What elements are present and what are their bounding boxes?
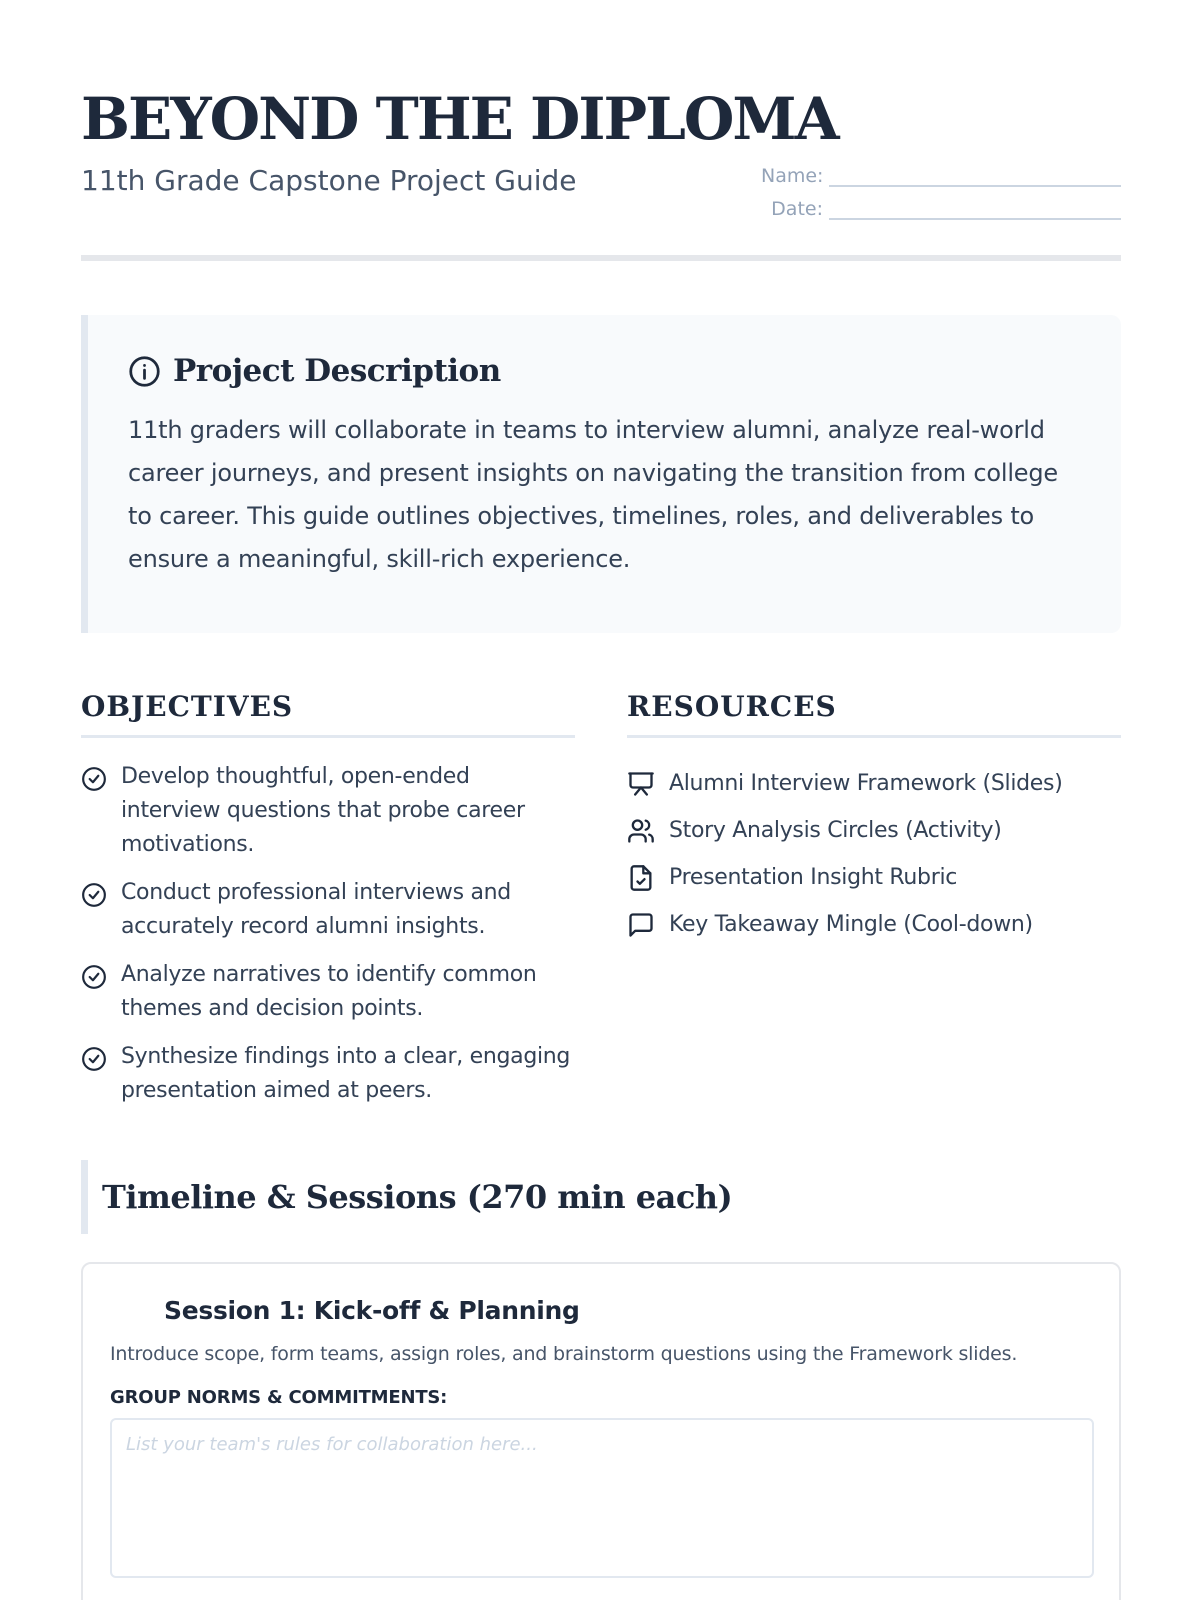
resource-item-takeaway-mingle[interactable]: [627, 901, 1121, 948]
objective-item: [81, 1040, 575, 1108]
session-description: Introduce scope, form teams, assign roles, and brainstorm questions using the Framework slides.: [110, 1343, 1018, 1365]
file-check-icon: [627, 864, 655, 892]
name-line[interactable]: [829, 165, 1121, 187]
resource-item-analysis-circles[interactable]: [627, 807, 1121, 854]
timeline-header: [81, 1160, 1121, 1234]
check-circle-icon: [81, 766, 107, 792]
project-description-title: Project Description: [173, 353, 501, 389]
group-norms-input[interactable]: [110, 1418, 1094, 1578]
check-circle-icon: [81, 882, 107, 908]
session-card-1: [81, 1262, 1121, 1600]
document-title: BEYOND THE DIPLOMA: [81, 85, 838, 153]
resource-item-framework-slides[interactable]: [627, 760, 1121, 807]
objective-text: Conduct professional interviews and accurately record alumni insights.: [121, 880, 511, 939]
session-title: Session 1: Kick-off & Planning: [164, 1296, 580, 1325]
objective-text: Analyze narratives to identify common themes and decision points.: [121, 962, 537, 1021]
resource-label: Alumni Interview Framework (Slides): [669, 771, 1063, 796]
message-square-icon: [627, 911, 655, 939]
group-norms-label: GROUP NORMS & COMMITMENTS:: [110, 1387, 448, 1408]
date-label: Date:: [771, 198, 823, 220]
objective-item: [81, 760, 575, 862]
document-header: [81, 86, 1121, 261]
resource-label: Key Takeaway Mingle (Cool-down): [669, 912, 1033, 937]
users-icon: [627, 817, 655, 845]
check-circle-icon: [81, 964, 107, 990]
objectives-title: OBJECTIVES: [81, 690, 575, 738]
name-row: [761, 154, 1121, 187]
project-description-header: [128, 353, 1081, 389]
objectives-list: [81, 760, 575, 1108]
date-row: [761, 187, 1121, 220]
check-circle-icon: [81, 1046, 107, 1072]
date-line[interactable]: [829, 198, 1121, 220]
presentation-icon: [627, 770, 655, 798]
resource-item-rubric[interactable]: [627, 854, 1121, 901]
project-description-text: 11th graders will collaborate in teams to interview alumni, analyze real-world career journeys, and present insights on navigating the transition from college to career. This guide outlines objectives, timelines, roles, and deliverables to ensure a meaningful, skill-rich experience.: [128, 416, 1058, 573]
resources-section: [627, 690, 1121, 948]
objective-text: Develop thoughtful, open-ended interview questions that probe career motivations.: [121, 764, 525, 857]
objectives-section: [81, 690, 575, 1122]
name-label: Name:: [761, 165, 824, 187]
info-icon: [128, 355, 161, 388]
project-description-box: [81, 315, 1121, 633]
resource-label: Story Analysis Circles (Activity): [669, 818, 1002, 843]
objective-text: Synthesize findings into a clear, engaging presentation aimed at peers.: [121, 1044, 571, 1103]
objective-item: [81, 958, 575, 1026]
student-info: [761, 154, 1121, 220]
resources-list: [627, 760, 1121, 948]
objective-item: [81, 876, 575, 944]
document-subtitle: 11th Grade Capstone Project Guide: [81, 164, 577, 197]
resource-label: Presentation Insight Rubric: [669, 865, 958, 890]
timeline-title: Timeline & Sessions (270 min each): [102, 1178, 733, 1216]
resources-title: RESOURCES: [627, 690, 1121, 738]
